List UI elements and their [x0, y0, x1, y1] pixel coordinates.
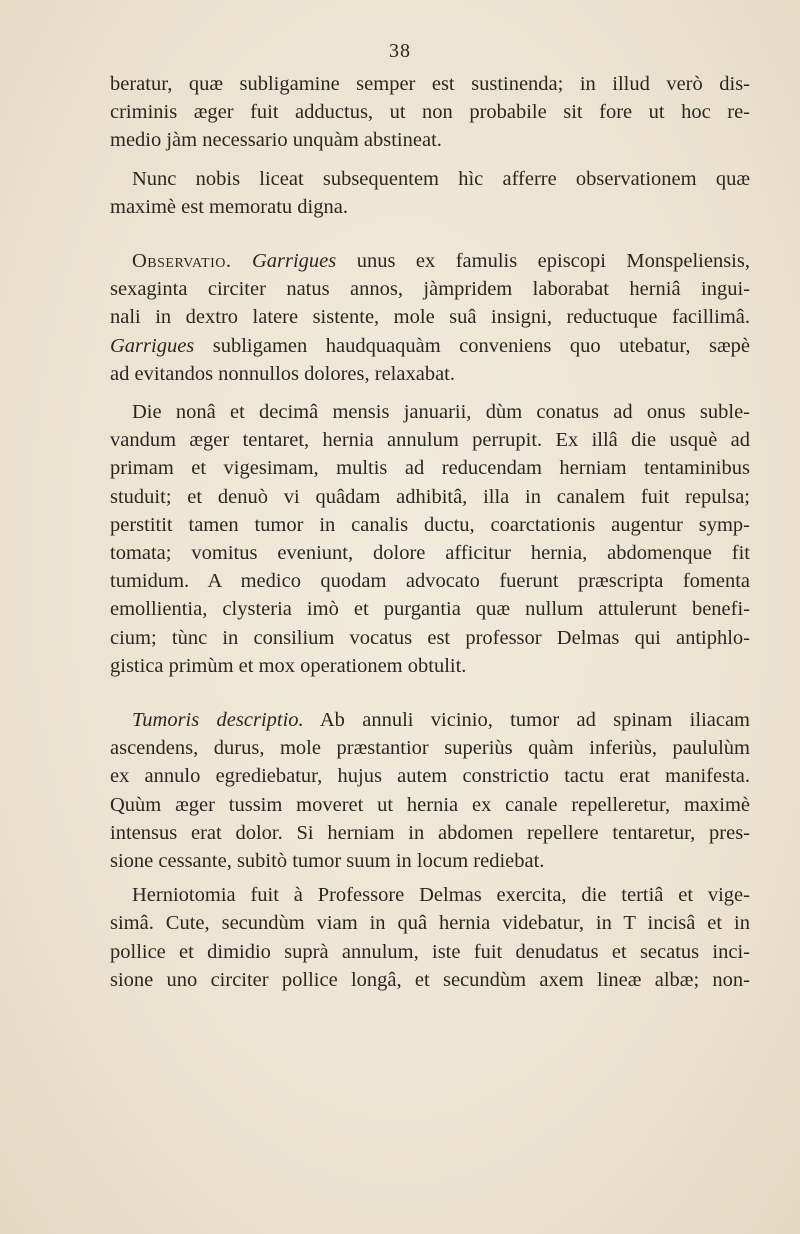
- page-body: [110, 70, 750, 994]
- section-heading-italic: Tumoris descriptio.: [132, 709, 304, 732]
- text-line: ad evitandos nonnullos dolores, relaxabat.: [110, 362, 455, 385]
- text-line: sexaginta circiter natus annos, jàmpridem laborabat herniâ ingui-: [110, 278, 750, 301]
- text-line: pollice et dimidio suprà annulum, iste fuit denudatus et secatus inci-: [110, 940, 750, 963]
- paragraph-continuation: [110, 70, 750, 155]
- text-line: tomata; vomitus eveniunt, dolore afficitur hernia, abdomenque fit: [110, 542, 750, 565]
- text-line: beratur, quæ subligamine semper est sustinenda; in illud verò dis-: [110, 73, 750, 95]
- text-line: nali in dextro latere sistente, mole suâ insigni, reductuque facillimâ.: [110, 306, 750, 329]
- text-line: Die nonâ et decimâ mensis januarii, dùm conatus ad onus suble-: [132, 401, 750, 424]
- text-line: Nunc nobis liceat subsequentem hìc afferre observationem quæ: [132, 167, 750, 190]
- text-line: simâ. Cute, secundùm viam in quâ hernia videbatur, in T incisâ et in: [110, 912, 750, 935]
- text-line: medio jàm necessario unquàm abstineat.: [110, 129, 442, 152]
- paragraph-observatio: [110, 247, 750, 388]
- text-line: cium; tùnc in consilium vocatus est professor Delmas qui antiphlo-: [110, 626, 750, 649]
- text-line: perstitit tamen tumor in canalis ductu, coarctationis augentur symp-: [110, 513, 750, 536]
- text-line: sione cessante, subitò tumor suum in locum rediebat.: [110, 850, 545, 873]
- text-line: studuit; et denuò vi quâdam adhibitâ, illa in canalem fuit repulsa;: [110, 485, 750, 508]
- text-line: criminis æger fuit adductus, ut non probabile sit fore ut hoc re-: [110, 101, 750, 124]
- paragraph-intro: [110, 165, 750, 221]
- paragraph-herniotomy: [110, 881, 750, 994]
- paragraph-tumor-description: [110, 706, 750, 875]
- text-line: Observatio. Garrigues unus ex famulis episcopi Monspeliensis,: [132, 250, 750, 273]
- text-line: maximè est memoratu digna.: [110, 195, 348, 218]
- text-line: gistica primùm et mox operationem obtulit.: [110, 654, 467, 677]
- text-line: primam et vigesimam, multis ad reducendam herniam tentaminibus: [110, 457, 750, 480]
- text-line: tumidum. A medico quodam advocato fuerunt præscripta fomenta: [110, 570, 750, 593]
- text-line: vandum æger tentaret, hernia annulum perrupit. Ex illâ die usquè ad: [110, 429, 750, 452]
- paragraph-history: [110, 398, 750, 680]
- patient-name: Garrigues: [251, 250, 337, 273]
- text-line: sione uno circiter pollice longâ, et secundùm axem lineæ albæ; non-: [110, 968, 750, 991]
- text-line: ex annulo egrediebatur, hujus autem constrictio tactu erat manifesta.: [110, 765, 750, 788]
- text-line: Herniotomia fuit à Professore Delmas exercita, die tertiâ et vige-: [132, 884, 750, 907]
- patient-name: Garrigues: [110, 334, 195, 357]
- text-line: intensus erat dolor. Si herniam in abdomen repellere tentaretur, pres-: [110, 821, 750, 844]
- text-line: emollientia, clysteria imò et purgantia quæ nullum attulerunt benefi-: [110, 598, 750, 621]
- text-line: Garrigues subligamen haudquaquàm conveniens quo utebatur, sæpè: [110, 334, 750, 357]
- text-line: Quùm æger tussim moveret ut hernia ex canale repelleretur, maximè: [110, 793, 750, 816]
- page-number: 38: [389, 40, 411, 62]
- text-line: ascendens, durus, mole præstantior superiùs quàm inferiùs, paululùm: [110, 737, 750, 760]
- observatio-heading: Observatio.: [132, 250, 232, 273]
- text-line: Tumoris descriptio. Ab annuli vicinio, tumor ad spinam iliacam: [132, 709, 751, 732]
